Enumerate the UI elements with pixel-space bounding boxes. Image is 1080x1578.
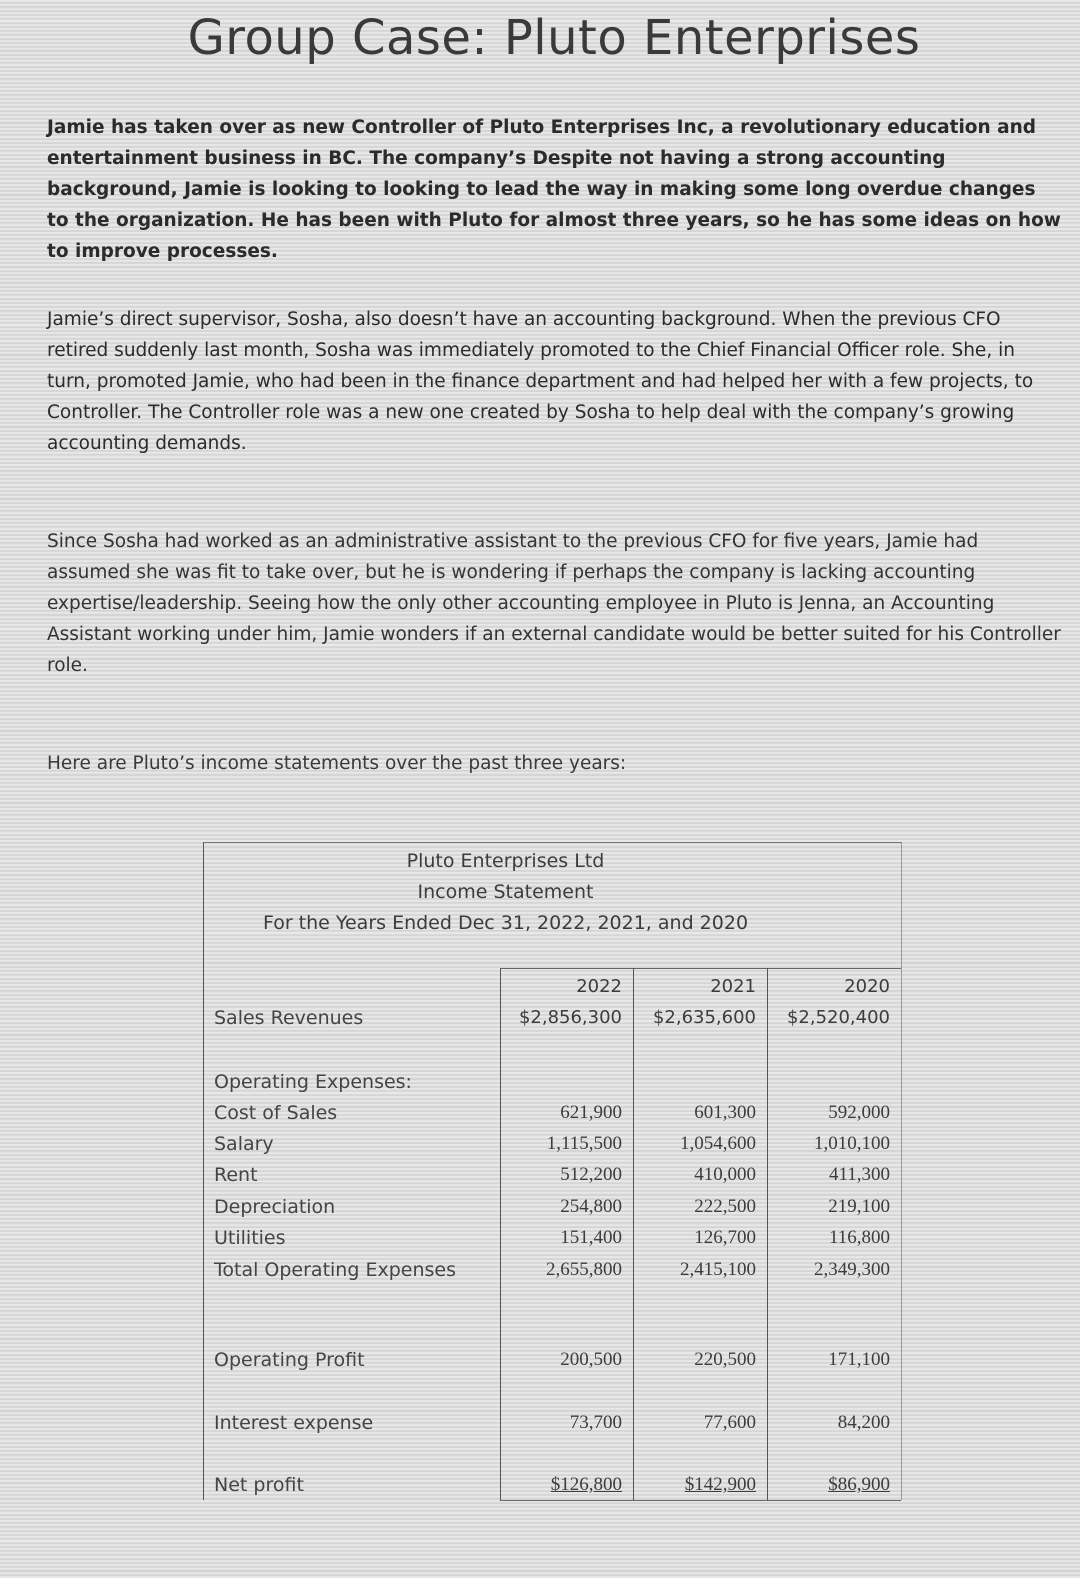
total-opex-value: 2,415,100	[680, 1259, 756, 1280]
row-label-sales: Sales Revenues	[214, 1007, 364, 1029]
paragraph-statement-intro: Here are Pluto’s income statements over the past three years:	[47, 753, 627, 774]
column-divider	[767, 968, 768, 1500]
statement-name: Income Statement	[417, 881, 594, 903]
expense-value: 1,115,500	[546, 1133, 622, 1154]
row-label-total-opex: Total Operating Expenses	[214, 1259, 456, 1281]
operating-profit-value: 200,500	[560, 1349, 622, 1370]
expense-value: 1,010,100	[814, 1133, 890, 1154]
row-label-expense: Salary	[214, 1133, 274, 1155]
column-divider	[500, 968, 501, 1500]
net-profit-value: $126,800	[550, 1474, 622, 1495]
statement-period: For the Years Ended Dec 31, 2022, 2021, and 2020	[262, 912, 749, 934]
row-label-expense: Utilities	[214, 1227, 286, 1249]
year-header: 2022	[576, 976, 622, 997]
expense-value: 621,900	[560, 1102, 622, 1123]
income-statement-table	[203, 842, 902, 1500]
sales-value: $2,635,600	[652, 1007, 756, 1028]
expense-value: 151,400	[560, 1227, 622, 1248]
column-divider	[633, 968, 634, 1500]
sales-value: $2,520,400	[786, 1007, 890, 1028]
expense-value: 219,100	[828, 1196, 890, 1217]
expense-value: 601,300	[694, 1102, 756, 1123]
expense-value: 410,000	[694, 1164, 756, 1185]
expense-value: 126,700	[694, 1227, 756, 1248]
row-label-expense: Depreciation	[214, 1196, 336, 1218]
expense-value: 254,800	[560, 1196, 622, 1217]
page-title: Group Case: Pluto Enterprises	[187, 10, 921, 66]
row-label-interest: Interest expense	[214, 1412, 374, 1434]
total-opex-value: 2,655,800	[546, 1259, 622, 1280]
row-label-opex: Operating Expenses:	[214, 1071, 412, 1093]
sales-value: $2,856,300	[518, 1007, 622, 1028]
row-label-expense: Rent	[214, 1164, 258, 1186]
statement-company: Pluto Enterprises Ltd	[406, 850, 605, 872]
operating-profit-value: 220,500	[694, 1349, 756, 1370]
paragraph-expertise: Since Sosha had worked as an administrative assistant to the previous CFO for five years, Jamie had assumed she was fit to take over, but he is wondering if perhaps the company is lacking accounting expertise/leadership. Seeing how the only other accounting employee in Pluto is Jenna, an Accounting Assistant working under him, Jamie wonders if an external candidate would be better suited for his Controller role.	[47, 531, 1061, 676]
operating-profit-value: 171,100	[828, 1349, 890, 1370]
expense-value: 411,300	[828, 1164, 890, 1185]
row-label-operating-profit: Operating Profit	[214, 1349, 365, 1371]
row-label-net-profit: Net profit	[214, 1474, 304, 1496]
row-label-expense: Cost of Sales	[214, 1102, 338, 1124]
total-opex-value: 2,349,300	[814, 1259, 890, 1280]
expense-value: 222,500	[694, 1196, 756, 1217]
paragraph-supervisor: Jamie’s direct supervisor, Sosha, also doesn’t have an accounting background. When the previous CFO retired suddenly last month, Sosha was immediately promoted to the Chief Financial Officer role. She, in turn, promoted Jamie, who had been in the finance department and had helped her with a few projects, to Controller. The Controller role was a new one created by Sosha to help deal with the company’s growing accounting demands.	[47, 309, 1034, 454]
net-profit-value: $86,900	[828, 1474, 890, 1495]
expense-value: 116,800	[828, 1227, 890, 1248]
paragraph-intro: Jamie has taken over as new Controller of Pluto Enterprises Inc, a revolutionary education and entertainment business in BC. The company’s Despite not having a strong accounting background, Jamie is looking to looking to lead the way in making some long overdue changes to the organization. He has been with Pluto for almost three years, so he has some ideas on how to improve processes.	[47, 117, 1061, 262]
expense-value: 592,000	[828, 1102, 890, 1123]
interest-value: 84,200	[837, 1412, 890, 1433]
net-profit-value: $142,900	[684, 1474, 756, 1495]
year-header: 2020	[844, 976, 890, 997]
expense-value: 1,054,600	[680, 1133, 756, 1154]
interest-value: 73,700	[569, 1412, 622, 1433]
interest-value: 77,600	[703, 1412, 756, 1433]
expense-value: 512,200	[560, 1164, 622, 1185]
year-header: 2021	[710, 976, 756, 997]
